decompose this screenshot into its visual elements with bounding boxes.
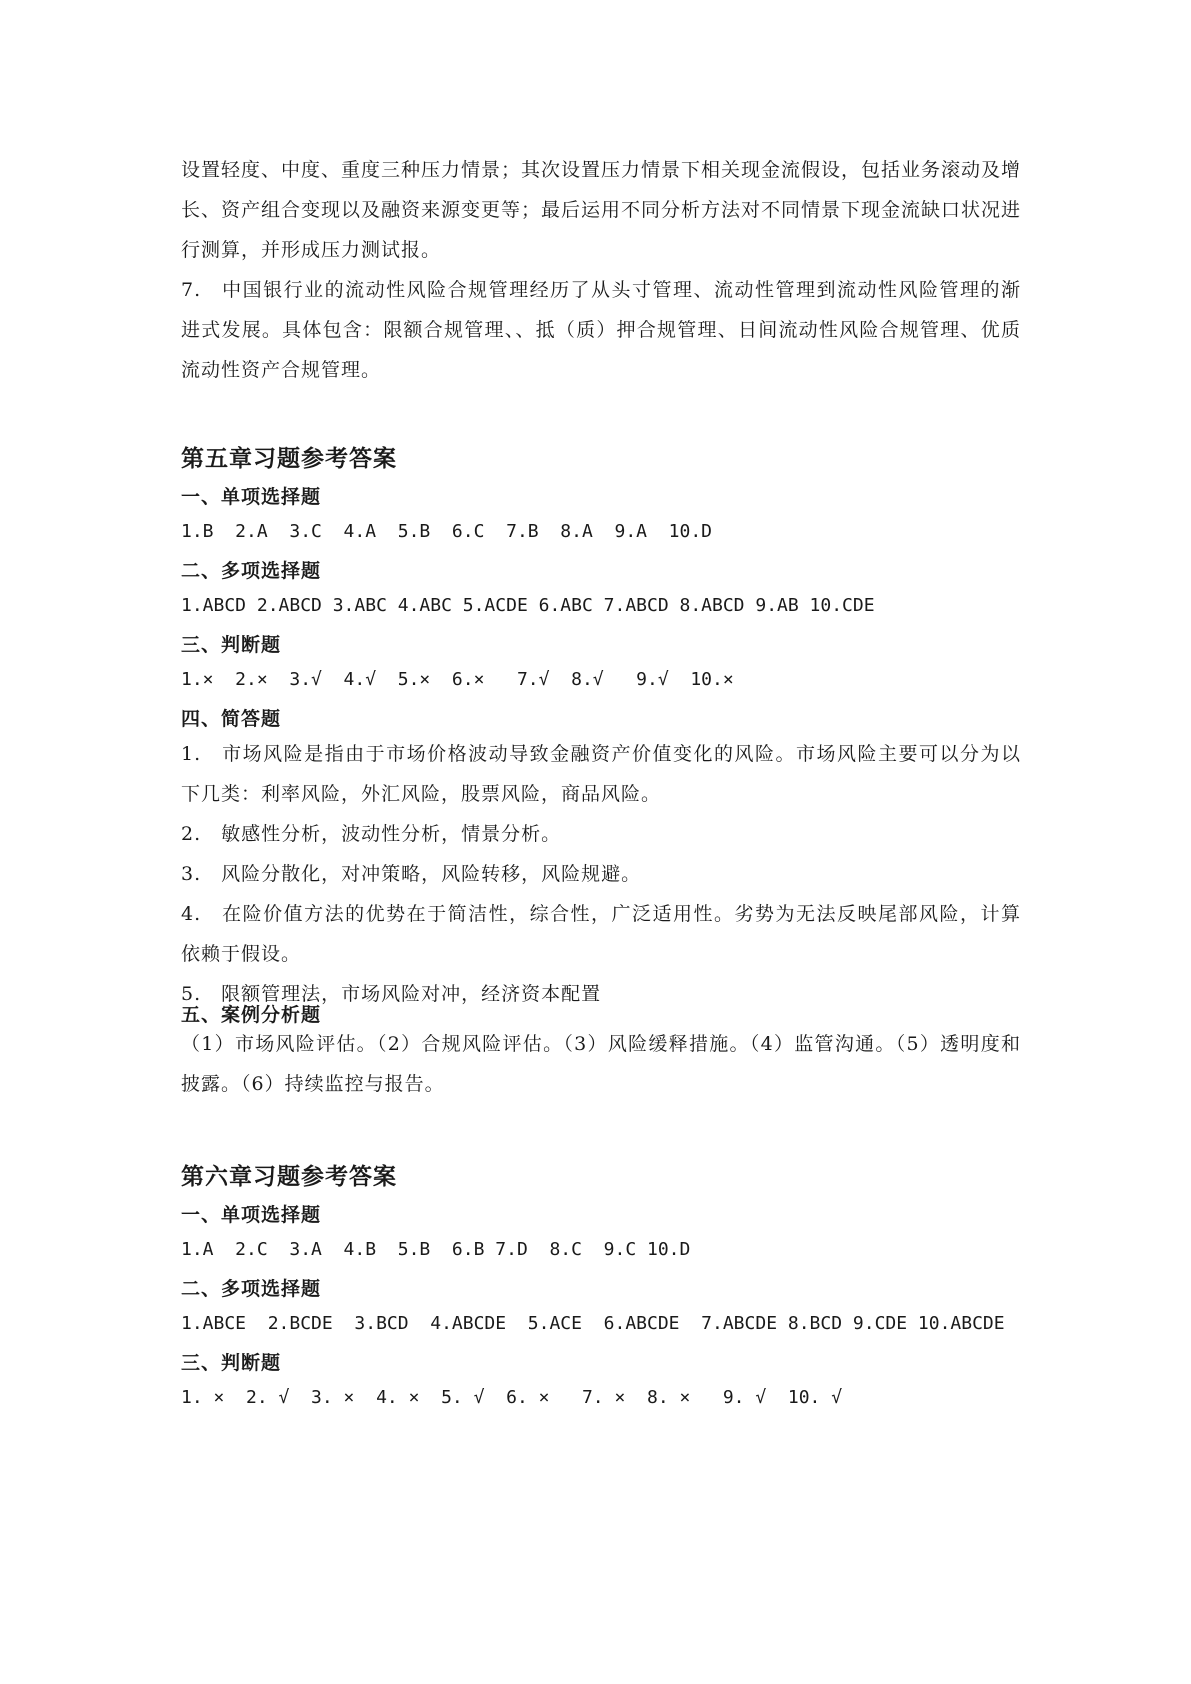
ch5-section-2-title: 二、多项选择题: [181, 560, 322, 582]
ch6-single-choice-answers: 1.A 2.C 3.A 4.B 5.B 6.B 7.D 8.C 9.C 10.D: [181, 1239, 691, 1260]
ch5-section-3-answers-wrap: [181, 669, 1021, 690]
ch5-short-answer-2: 2. 敏感性分析，波动性分析，情景分析。: [181, 823, 562, 845]
ch5-short-answer-list: [181, 734, 1021, 1014]
ch5-section-3-title: 三、判断题: [181, 634, 282, 656]
ch5-section-1-answers-wrap: [181, 521, 1021, 542]
ch5-short-answer-3: 3. 风险分散化，对冲策略，风险转移，风险规避。: [181, 863, 642, 885]
ch5-case-analysis-wrap: [181, 1024, 1021, 1104]
chapter-6-title: 第六章习题参考答案: [181, 1163, 397, 1190]
ch6-section-2-title-wrap: [181, 1274, 1021, 1301]
chapter-5-title-wrap: [181, 440, 1021, 473]
chapter-6-title-wrap: [181, 1158, 1021, 1191]
ch6-section-1-answers-wrap: [181, 1239, 1021, 1260]
ch6-section-3-title: 三、判断题: [181, 1352, 282, 1374]
ch5-section-2-answers-wrap: [181, 595, 1021, 616]
ch6-multi-choice-answers: 1.ABCE 2.BCDE 3.BCD 4.ABCDE 5.ACE 6.ABCDE 7.ABCDE 8.BCD 9.CDE 10.ABCDE: [181, 1313, 1005, 1334]
ch5-short-answer-5: 5. 限额管理法，市场风险对冲，经济资本配置: [181, 983, 602, 1005]
ch5-section-5-title: 五、案例分析题: [181, 1004, 322, 1026]
ch6-section-3-title-wrap: [181, 1348, 1021, 1375]
ch6-section-1-title: 一、单项选择题: [181, 1204, 322, 1226]
ch5-section-1-title: 一、单项选择题: [181, 486, 322, 508]
ch5-section-1-title-wrap: [181, 482, 1021, 509]
ch5-section-4-title: 四、简答题: [181, 708, 282, 730]
ch5-section-4-title-wrap: [181, 704, 1021, 731]
chapter-5-title: 第五章习题参考答案: [181, 445, 397, 472]
ch5-multi-choice-answers: 1.ABCD 2.ABCD 3.ABC 4.ABC 5.ACDE 6.ABC 7.ABCD 8.ABCD 9.AB 10.CDE: [181, 595, 875, 616]
ch5-short-answer-1: 1. 市场风险是指由于市场价格波动导致金融资产价值变化的风险。市场风险主要可以分为以下几类：利率风险，外汇风险，股票风险，商品风险。: [181, 743, 1021, 805]
intro-paragraph-1: 设置轻度、中度、重度三种压力情景；其次设置压力情景下相关现金流假设，包括业务滚动及增长、资产组合变现以及融资来源变更等；最后运用不同分析方法对不同情景下现金流缺口状况进行测算，并形成压力测试报。: [181, 159, 1022, 261]
ch5-single-choice-answers: 1.B 2.A 3.C 4.A 5.B 6.C 7.B 8.A 9.A 10.D: [181, 521, 713, 542]
ch6-true-false-answers: 1. × 2. √ 3. × 4. × 5. √ 6. × 7. × 8. × 9. √ 10. √: [181, 1387, 843, 1408]
ch6-section-2-title: 二、多项选择题: [181, 1278, 322, 1300]
ch6-section-2-answers-wrap: [181, 1313, 1021, 1334]
ch5-section-2-title-wrap: [181, 556, 1021, 583]
ch6-section-1-title-wrap: [181, 1200, 1021, 1227]
intro-section: [181, 150, 1021, 390]
ch5-true-false-answers: 1.× 2.× 3.√ 4.√ 5.× 6.× 7.√ 8.√ 9.√ 10.×: [181, 669, 734, 690]
intro-paragraph-2: 7. 中国银行业的流动性风险合规管理经历了从头寸管理、流动性管理到流动性风险管理的渐进式发展。具体包含：限额合规管理、、抵（质）押合规管理、日间流动性风险合规管理、优质流动性资产合规管理。: [181, 279, 1021, 381]
ch5-section-5-title-wrap: [181, 1000, 1021, 1027]
ch5-section-3-title-wrap: [181, 630, 1021, 657]
ch5-case-analysis-text: （1）市场风险评估。（2）合规风险评估。（3）风险缓释措施。（4）监管沟通。（5）透明度和披露。（6）持续监控与报告。: [181, 1033, 1021, 1095]
ch6-section-3-answers-wrap: [181, 1387, 1021, 1408]
ch5-short-answer-4: 4. 在险价值方法的优势在于简洁性，综合性，广泛适用性。劣势为无法反映尾部风险，计算依赖于假设。: [181, 903, 1021, 965]
